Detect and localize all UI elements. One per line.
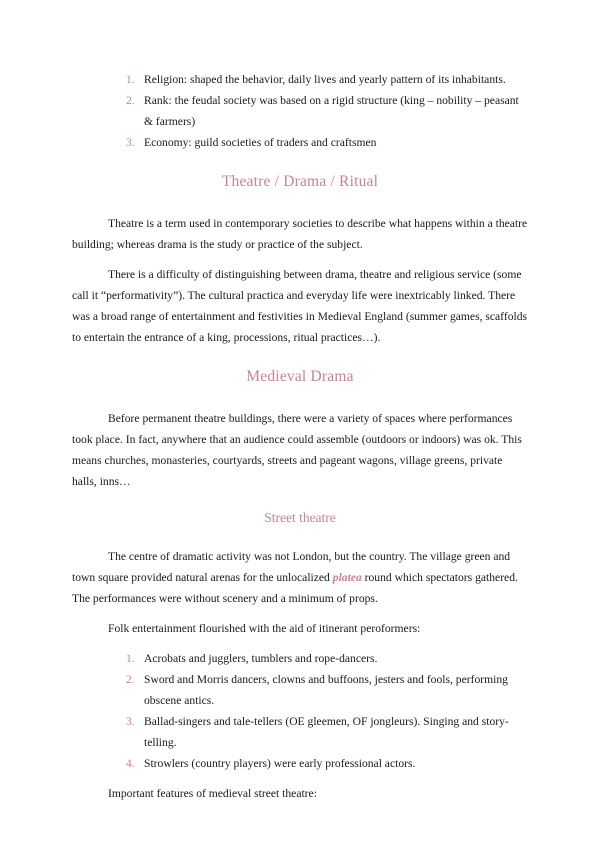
paragraph-performance-spaces: Before permanent theatre buildings, there were a variety of spaces where performances took place. In fact, anywhere that an audience could assemble (outdoors or indoors) was ok. This means churches, monasteries, courtyards, streets and pageant wagons, village greens, private halls, inns… [72,412,522,488]
list-item [72,711,528,753]
paragraph-text: The centre of dramatic activity was not London, but the country. The village green and town square provided natural arenas for the unlocalized [72,550,511,584]
list-number: 1. [126,73,135,86]
paragraph-dramatic-centre [72,546,528,609]
list-number: 2. [126,673,135,686]
list-item [72,669,528,711]
paragraph-folk-entertainment: Folk entertainment flourished with the aid of itinerant peroformers: [108,622,421,635]
document-content [72,69,528,813]
heading-street-theatre: Street theatre [264,510,336,525]
list-item-text: Sword and Morris dancers, clowns and buffoons, jesters and fools, performing obscene antics. [144,673,508,707]
society-factors-list [72,69,528,153]
list-item [72,753,528,774]
heading-medieval-drama: Medieval Drama [246,368,354,385]
emphasis-platea: platea [332,571,362,584]
paragraph-theatre-definition: Theatre is a term used in contemporary societies to describe what happens within a theatre building; whereas drama is the study or practice of the subject. [72,217,528,251]
heading-theatre-drama-ritual: Theatre / Drama / Ritual [221,173,379,190]
paragraph-important-features: Important features of medieval street theatre: [108,787,317,800]
list-item [72,69,528,90]
list-item-text: Acrobats and jugglers, tumblers and rope-dancers. [144,652,378,665]
list-number: 3. [126,715,135,728]
list-number: 1. [126,652,135,665]
list-number: 2. [126,94,135,107]
list-item [72,90,528,132]
list-item [72,132,528,153]
list-item [72,648,528,669]
performers-list [72,648,528,774]
list-item-text: Religion: shaped the behavior, daily lives and yearly pattern of its inhabitants. [144,73,506,86]
list-item-text: Rank: the feudal society was based on a rigid structure (king – nobility – peasant & farmers) [144,94,519,128]
paragraph-text: round which spectators gathered. The performances were without scenery and a minimum of props. [72,571,518,605]
list-item-text: Strowlers (country players) were early professional actors. [144,757,416,770]
list-item-text: Economy: guild societies of traders and craftsmen [144,136,377,149]
list-number: 3. [126,136,135,149]
list-item-text: Ballad-singers and tale-tellers (OE gleemen, OF jongleurs). Singing and story-telling. [144,715,509,749]
paragraph-performativity: There is a difficulty of distinguishing between drama, theatre and religious service (some call it “performativity”). The cultural practica and everyday life were inextricably linked. There was a broad range of entertainment and festivities in Medieval England (summer games, scaffolds to entertain the entrance of a king, processions, ritual practices…). [72,268,528,344]
list-number: 4. [126,757,135,770]
